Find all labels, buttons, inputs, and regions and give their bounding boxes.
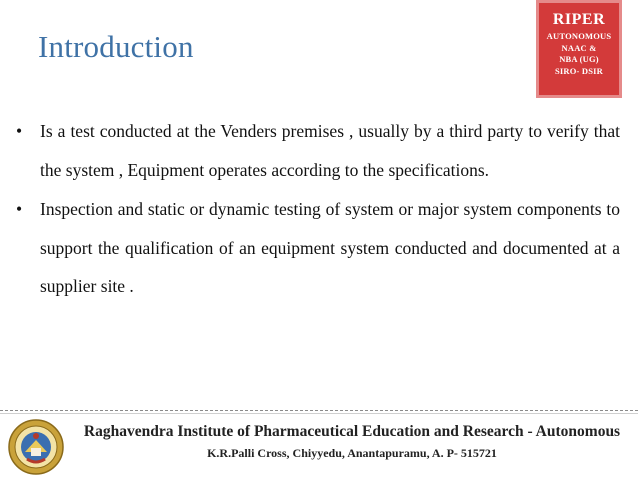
badge-line-siro: SIRO- DSIR — [554, 65, 604, 76]
institution-name: Raghavendra Institute of Pharmaceutical Education and Research - Autonomous — [83, 423, 621, 440]
badge-line-nba: NBA (UG) — [559, 54, 599, 64]
accreditation-badge — [536, 0, 622, 98]
badge-heading: RIPER — [552, 11, 606, 28]
bullet-dot-icon: • — [16, 121, 23, 141]
footer-divider-line — [0, 413, 638, 414]
institution-address: K.R.Palli Cross, Chiyyedu, Anantapuramu, A. P- 515721 — [207, 446, 497, 460]
bullet-text: Is a test conducted at the Venders premises , usually by a third party to verify that the system , Equipment operates according to the specifications. — [40, 121, 620, 180]
bullet-list — [16, 112, 620, 306]
bullet-item — [16, 190, 620, 306]
badge-line-autonomous: AUTONOMOUS — [546, 31, 612, 41]
slide-title: Introduction — [38, 29, 194, 64]
bullet-item — [16, 112, 620, 189]
badge-line-naac: NAAC & — [561, 42, 597, 53]
bullet-dot-icon: • — [16, 199, 23, 219]
bullet-text: Inspection and static or dynamic testing of system or major system components to support the qualification of an equipment system conducted and documented at a supplier site . — [40, 199, 620, 296]
footer-divider — [0, 410, 638, 411]
institute-seal-icon — [7, 418, 65, 476]
